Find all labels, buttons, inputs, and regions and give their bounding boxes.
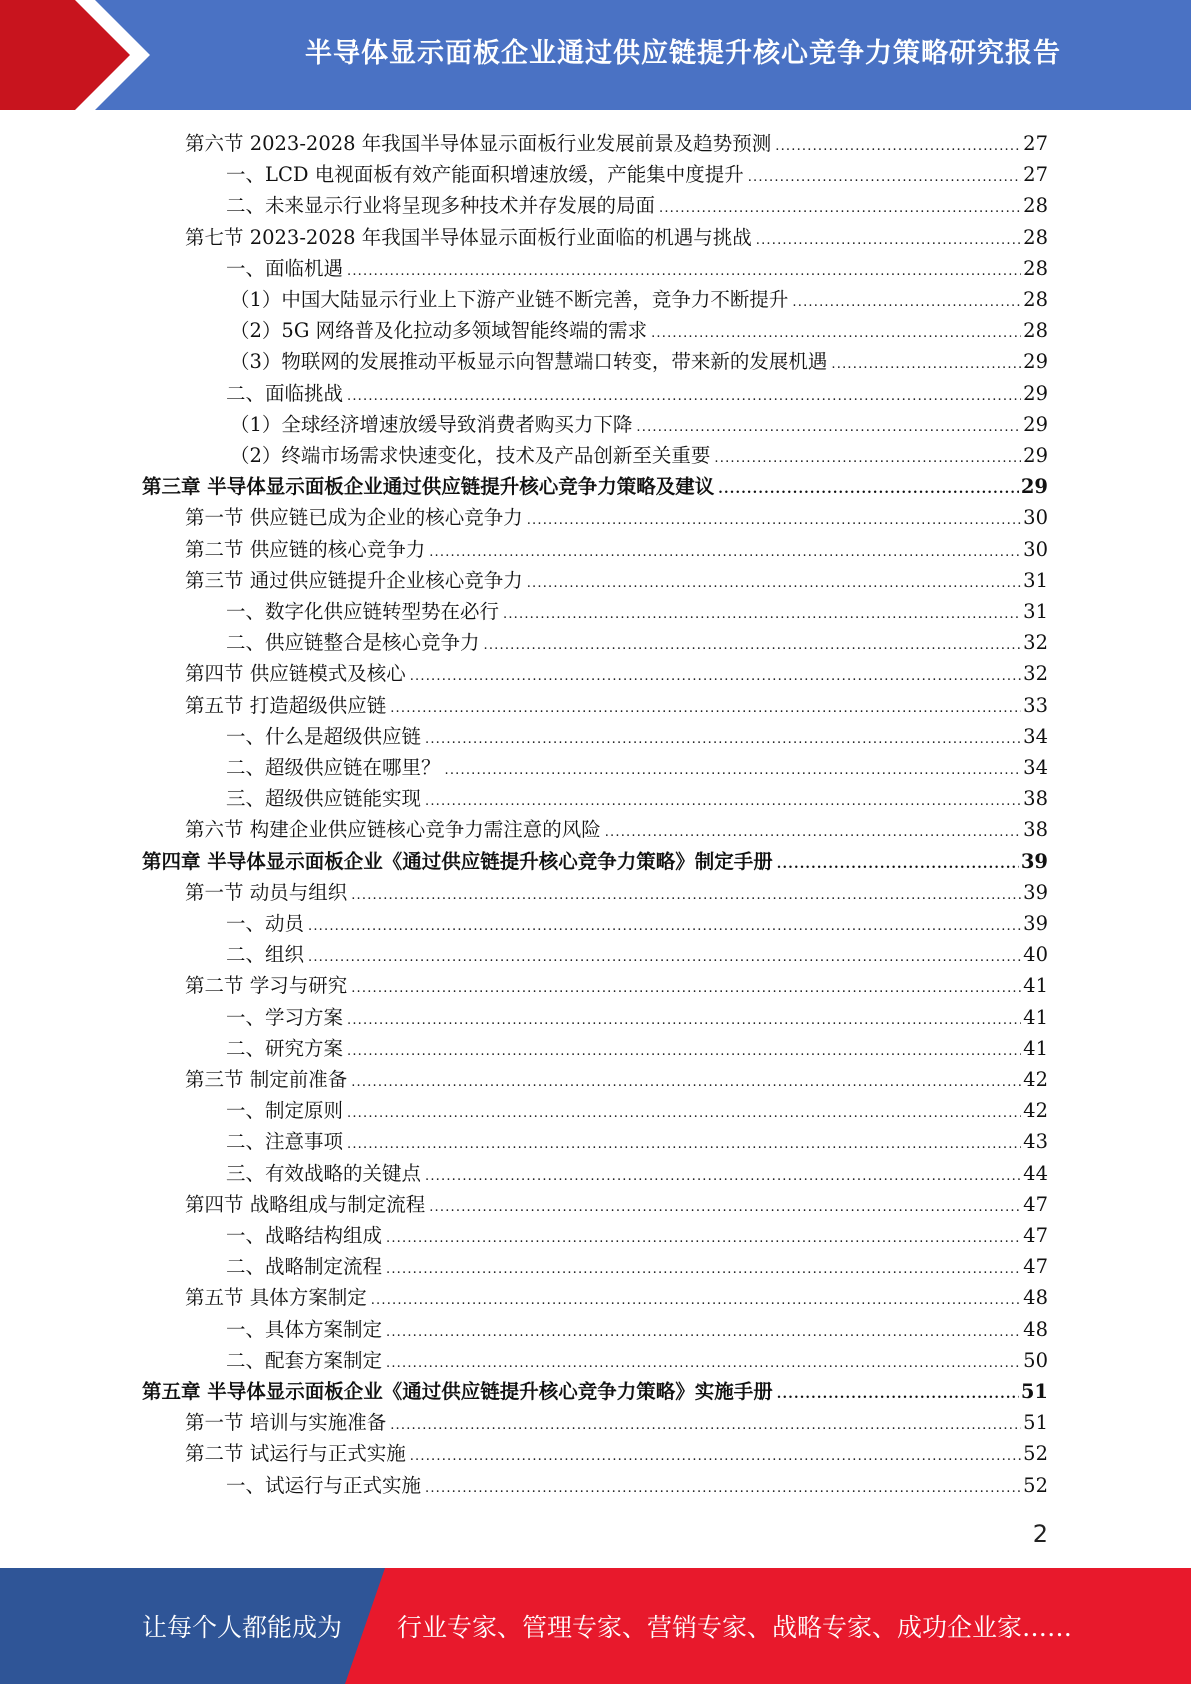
page-footer [0, 1568, 1191, 1684]
toc-leader-dots [347, 256, 1021, 287]
toc-entry[interactable] [226, 1002, 1048, 1033]
toc-leader-dots [792, 287, 1021, 318]
toc-entry-label: 一、数字化供应链转型势在必行 [226, 600, 500, 623]
toc-entry-page: 29 [1023, 444, 1048, 467]
toc-entry-page: 31 [1023, 600, 1048, 623]
toc-entry[interactable] [185, 502, 1048, 533]
toc-entry-label: 一、动员 [226, 912, 305, 935]
toc-leader-dots [425, 1161, 1021, 1192]
page-number: 2 [1032, 1520, 1048, 1548]
toc-leader-dots [410, 661, 1021, 692]
toc-entry-label: （1）全球经济增速放缓导致消费者购买力下降 [230, 413, 633, 436]
toc-entry-label: 第二节 试运行与正式实施 [185, 1442, 406, 1465]
toc-entry-label: 第五节 打造超级供应链 [185, 694, 387, 717]
toc-chapter-entry[interactable] [142, 471, 1048, 502]
toc-entry-label: 一、战略结构组成 [226, 1224, 383, 1247]
toc-leader-dots [390, 1410, 1021, 1441]
report-title: 半导体显示面板企业通过供应链提升核心竞争力策略研究报告 [305, 37, 1061, 69]
toc-entry-label: 第六节 构建企业供应链核心竞争力需注意的风险 [185, 818, 601, 841]
toc-entry-label: 一、面临机遇 [226, 257, 344, 280]
toc-leader-dots [386, 1348, 1021, 1379]
toc-entry-label: 第一节 培训与实施准备 [185, 1411, 387, 1434]
toc-entry-page: 44 [1023, 1162, 1048, 1185]
toc-entry-label: 第一节 动员与组织 [185, 881, 348, 904]
toc-leader-dots [718, 474, 1019, 505]
toc-entry-page: 31 [1023, 569, 1048, 592]
toc-leader-dots [390, 693, 1021, 724]
toc-entry-label: （2）终端市场需求快速变化，技术及产品创新至关重要 [230, 444, 711, 467]
toc-entry[interactable] [226, 627, 1048, 658]
toc-entry-label: 一、具体方案制定 [226, 1318, 383, 1341]
toc-entry-label: 第二节 供应链的核心竞争力 [185, 538, 426, 561]
toc-entry-label: 第四节 战略组成与制定流程 [185, 1193, 426, 1216]
footer-slogan-right: 行业专家、管理专家、营销专家、战略专家、成功企业家…… [397, 1613, 1073, 1642]
toc-leader-dots [386, 1223, 1021, 1254]
toc-entry-label: 第二节 学习与研究 [185, 974, 348, 997]
toc-entry-page: 41 [1023, 974, 1048, 997]
toc-entry[interactable] [185, 690, 1048, 721]
toc-entry-label: 二、面临挑战 [226, 382, 344, 405]
toc-entry-label: 二、超级供应链在哪里？ [226, 756, 441, 779]
toc-entry-page: 28 [1023, 194, 1048, 217]
toc-leader-dots [429, 1192, 1021, 1223]
toc-entry[interactable] [226, 783, 1048, 814]
toc-entry-page: 42 [1023, 1099, 1048, 1122]
toc-entry-page: 33 [1023, 694, 1048, 717]
toc-entry-page: 50 [1023, 1349, 1048, 1372]
toc-entry[interactable] [226, 190, 1048, 221]
toc-entry-label: （1）中国大陆显示行业上下游产业链不断完善，竞争力不断提升 [230, 288, 789, 311]
toc-entry[interactable] [226, 1314, 1048, 1345]
toc-leader-dots [347, 1036, 1021, 1067]
toc-entry-label: 第三节 制定前准备 [185, 1068, 348, 1091]
toc-entry-page: 47 [1023, 1255, 1048, 1278]
toc-entry-page: 28 [1023, 319, 1048, 342]
toc-leader-dots [775, 131, 1021, 162]
toc-entry[interactable] [185, 970, 1048, 1001]
toc-entry-page: 48 [1023, 1286, 1048, 1309]
toc-entry-page: 38 [1023, 818, 1048, 841]
toc-entry-page: 51 [1023, 1411, 1048, 1434]
toc-entry-page: 42 [1023, 1068, 1048, 1091]
toc-entry-page: 30 [1023, 506, 1048, 529]
toc-entry-label: 二、配套方案制定 [226, 1349, 383, 1372]
toc-leader-dots [351, 880, 1021, 911]
toc-leader-dots [605, 817, 1021, 848]
toc-entry-page: 47 [1023, 1193, 1048, 1216]
toc-leader-dots [831, 349, 1021, 380]
toc-entry[interactable] [226, 1033, 1048, 1064]
toc-leader-dots [347, 381, 1021, 412]
footer-slogan-left: 让每个人都能成为 [142, 1613, 343, 1642]
toc-entry-page: 32 [1023, 662, 1048, 685]
toc-leader-dots [425, 786, 1021, 817]
toc-entry-page: 29 [1020, 475, 1048, 498]
toc-leader-dots [347, 1005, 1021, 1036]
toc-leader-dots [503, 599, 1021, 630]
toc-leader-dots [445, 755, 1022, 786]
toc-leader-dots [308, 911, 1021, 942]
toc-entry-page: 41 [1023, 1037, 1048, 1060]
toc-chapter-entry[interactable] [142, 1376, 1048, 1407]
toc-entry[interactable] [226, 1220, 1048, 1251]
toc-entry-page: 39 [1023, 912, 1048, 935]
toc-entry-label: 一、试运行与正式实施 [226, 1474, 422, 1497]
toc-entry-label: 二、未来显示行业将呈现多种技术并存发展的局面 [226, 194, 656, 217]
toc-entry[interactable] [185, 658, 1048, 689]
toc-entry[interactable] [226, 1251, 1048, 1282]
toc-entry-page: 43 [1023, 1130, 1048, 1153]
toc-leader-dots [351, 973, 1021, 1004]
toc-leader-dots [484, 630, 1022, 661]
toc-entry[interactable] [226, 939, 1048, 970]
toc-entry-page: 52 [1023, 1442, 1048, 1465]
toc-entry[interactable] [230, 409, 1048, 440]
toc-leader-dots [386, 1254, 1021, 1285]
toc-leader-dots [347, 1098, 1021, 1129]
toc-entry-page: 28 [1023, 288, 1048, 311]
toc-entry[interactable] [185, 814, 1048, 845]
toc-entry[interactable] [226, 1470, 1048, 1501]
toc-entry-label: 第五节 具体方案制定 [185, 1286, 367, 1309]
toc-leader-dots [659, 193, 1021, 224]
toc-entry-label: 一、学习方案 [226, 1006, 344, 1029]
toc-entry-page: 51 [1020, 1380, 1048, 1403]
toc-entry-label: （3）物联网的发展推动平板显示向智慧端口转变，带来新的发展机遇 [230, 350, 828, 373]
toc-entry-label: 二、供应链整合是核心竞争力 [226, 631, 480, 654]
page-header [0, 0, 1191, 110]
toc-leader-dots [651, 318, 1021, 349]
toc-entry-page: 29 [1023, 382, 1048, 405]
toc-entry-page: 27 [1023, 132, 1048, 155]
toc-entry[interactable] [185, 222, 1048, 253]
toc-entry-label: 第三章 半导体显示面板企业通过供应链提升核心竞争力策略及建议 [142, 475, 715, 498]
toc-entry-page: 29 [1023, 413, 1048, 436]
toc-leader-dots [425, 1473, 1021, 1504]
toc-entry-label: 第三节 通过供应链提升企业核心竞争力 [185, 569, 523, 592]
toc-leader-dots [386, 1317, 1021, 1348]
toc-entry[interactable] [226, 1158, 1048, 1189]
toc-entry[interactable] [230, 440, 1048, 471]
toc-entry[interactable] [226, 1095, 1048, 1126]
toc-entry-page: 34 [1023, 756, 1048, 779]
toc-entry-page: 29 [1023, 350, 1048, 373]
toc-entry-page: 30 [1023, 538, 1048, 561]
toc-entry-page: 41 [1023, 1006, 1048, 1029]
toc-entry[interactable] [185, 877, 1048, 908]
toc-entry-page: 39 [1020, 850, 1048, 873]
toc-leader-dots [714, 443, 1021, 474]
toc-entry-page: 47 [1023, 1224, 1048, 1247]
toc-leader-dots [425, 724, 1021, 755]
toc-entry[interactable] [185, 1064, 1048, 1095]
toc-entry-label: 第六节 2023-2028 年我国半导体显示面板行业发展前景及趋势预测 [185, 132, 772, 155]
toc-entry[interactable] [226, 908, 1048, 939]
toc-entry-label: 一、制定原则 [226, 1099, 344, 1122]
toc-entry-label: 第五章 半导体显示面板企业《通过供应链提升核心竞争力策略》实施手册 [142, 1380, 773, 1403]
toc-entry[interactable] [185, 565, 1048, 596]
toc-entry[interactable] [226, 253, 1048, 284]
toc-entry-label: 第四节 供应链模式及核心 [185, 662, 406, 685]
toc-entry[interactable] [185, 534, 1048, 565]
toc-leader-dots [429, 537, 1021, 568]
toc-leader-dots [777, 849, 1019, 880]
toc-entry-page: 28 [1023, 226, 1048, 249]
toc-entry[interactable] [230, 315, 1048, 346]
toc-entry-page: 38 [1023, 787, 1048, 810]
toc-entry[interactable] [185, 128, 1048, 159]
toc-entry[interactable] [185, 1282, 1048, 1313]
toc-entry-label: 三、超级供应链能实现 [226, 787, 422, 810]
toc-leader-dots [527, 505, 1021, 536]
toc-entry[interactable] [226, 596, 1048, 627]
toc-entry-label: 一、LCD 电视面板有效产能面积增速放缓，产能集中度提升 [226, 163, 744, 186]
toc-entry[interactable] [226, 378, 1048, 409]
toc-leader-dots [777, 1379, 1019, 1410]
toc-entry-label: 二、注意事项 [226, 1130, 344, 1153]
toc-entry[interactable] [230, 346, 1048, 377]
toc-leader-dots [410, 1441, 1021, 1472]
toc-entry-page: 39 [1023, 881, 1048, 904]
toc-entry[interactable] [226, 752, 1048, 783]
toc-leader-dots [636, 412, 1021, 443]
toc-entry-label: 第一节 供应链已成为企业的核心竞争力 [185, 506, 523, 529]
toc-leader-dots [371, 1285, 1021, 1316]
toc-entry-label: 一、什么是超级供应链 [226, 725, 422, 748]
toc-entry[interactable] [185, 1189, 1048, 1220]
toc-entry-page: 52 [1023, 1474, 1048, 1497]
toc-entry-page: 40 [1023, 943, 1048, 966]
toc-entry-label: 二、组织 [226, 943, 305, 966]
toc-leader-dots [351, 1067, 1021, 1098]
toc-entry-page: 28 [1023, 257, 1048, 280]
toc-entry-page: 48 [1023, 1318, 1048, 1341]
toc-entry-page: 32 [1023, 631, 1048, 654]
header-chevron-icon [0, 0, 180, 110]
toc-entry-page: 34 [1023, 725, 1048, 748]
toc-entry-label: 三、有效战略的关键点 [226, 1162, 422, 1185]
toc-leader-dots [308, 942, 1021, 973]
toc-leader-dots [347, 1129, 1021, 1160]
toc-entry-label: 二、研究方案 [226, 1037, 344, 1060]
toc-leader-dots [527, 568, 1021, 599]
toc-entry-label: 二、战略制定流程 [226, 1255, 383, 1278]
toc-entry[interactable] [185, 1407, 1048, 1438]
toc-entry[interactable] [226, 1345, 1048, 1376]
toc-entry-label: （2）5G 网络普及化拉动多领域智能终端的需求 [230, 319, 648, 342]
toc-entry-label: 第四章 半导体显示面板企业《通过供应链提升核心竞争力策略》制定手册 [142, 850, 773, 873]
toc-entry[interactable] [185, 1438, 1048, 1469]
toc-chapter-entry[interactable] [142, 846, 1048, 877]
toc-leader-dots [756, 225, 1021, 256]
toc-entry[interactable] [230, 284, 1048, 315]
toc-entry[interactable] [226, 1126, 1048, 1157]
toc-leader-dots [748, 162, 1021, 193]
toc-entry[interactable] [226, 159, 1048, 190]
toc-entry[interactable] [226, 721, 1048, 752]
toc-entry-label: 第七节 2023-2028 年我国半导体显示面板行业面临的机遇与挑战 [185, 226, 752, 249]
toc-entry-page: 27 [1023, 163, 1048, 186]
